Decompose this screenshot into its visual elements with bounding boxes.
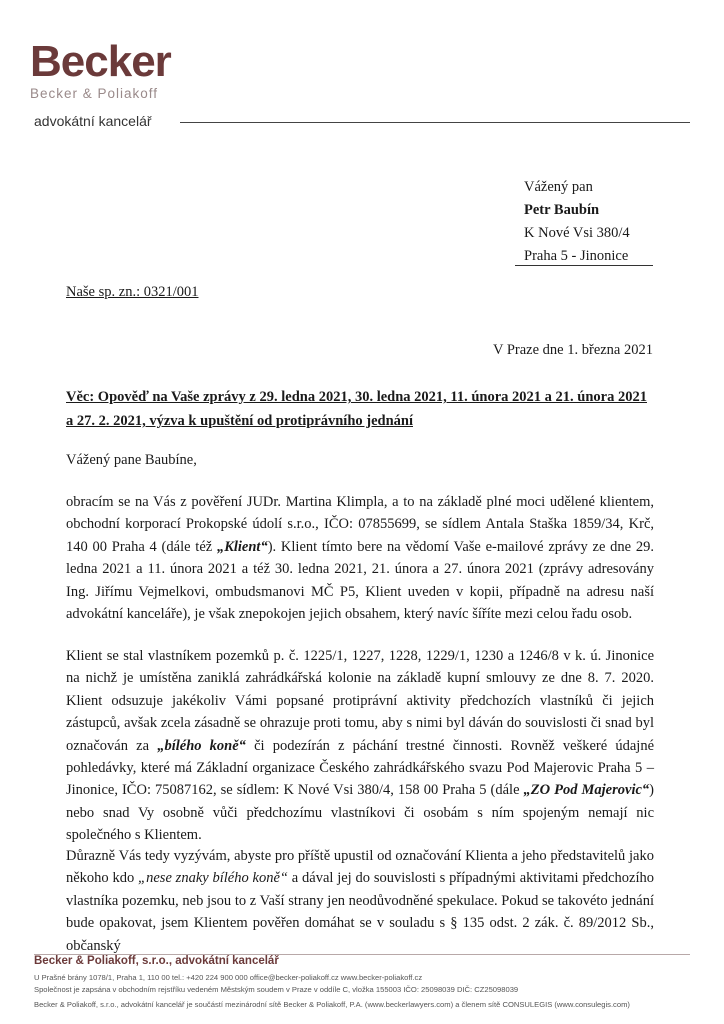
body-paragraph-1: [66, 491, 654, 625]
recipient-name: Petr Baubín: [524, 202, 600, 218]
paragraph-3-text: Důrazně Vás tedy vyzývám, abyste pro příště upustil od označování Klienta a jeho představitelů jako někoho kdo: [66, 848, 654, 887]
footer-company-name: Becker & Poliakoff, s.r.o., advokátní kancelář: [34, 955, 279, 967]
company-logo: [30, 37, 171, 101]
recipient-address: [524, 176, 630, 268]
recipient-street: K Nové Vsi 380/4: [524, 225, 630, 241]
header-divider: [180, 122, 690, 123]
footer-contact-line: U Prašné brány 1078/1, Praha 1, 110 00 tel.: +420 224 900 000 office@becker-poliakoff.cz www.becker-poliakoff.cz: [34, 973, 423, 982]
firm-type-label: advokátní kancelář: [34, 113, 152, 129]
logo-wordmark: Becker: [30, 37, 171, 86]
letter-greeting: Vážený pane Baubíne,: [66, 452, 197, 468]
body-paragraph-2: [66, 645, 654, 847]
paragraph-2-defined-term: „ZO Pod Majerovic“: [523, 782, 650, 799]
paragraph-1-text: obracím se na Vás z pověření JUDr. Martina Klimpla, a to na základě plné moci udělené klientem, obchodní korporací Prokopské údolí s.r.o., IČO: 07855699, se sídlem Antala Staška 1859/34, Krč, 140 00 Praha 4 (dále též: [66, 494, 654, 555]
letter-date: V Praze dne 1. března 2021: [493, 342, 653, 358]
recipient-salutation: Vážený pan: [524, 179, 593, 195]
letter-subject: Věc: Opověď na Vaše zprávy z 29. ledna 2021, 30. ledna 2021, 11. února 2021 a 21. února 2021 a 27. 2. 2021, výzva k upuštění od protiprávního jednání: [66, 389, 647, 429]
paragraph-3-text-cont: a dával jej do souvislosti s případnými aktivitami předchozího vlastníka pozemku, neb jsou to z Vaší strany jen neodůvodněné spekulace. Pokud se takovéto jednání bude opakovat, jsem Klientem pověřen domáhat se v souladu s § 135 odst. 2 zák. č. 89/2012 Sb., občanský: [66, 870, 655, 954]
address-underline: [515, 265, 653, 266]
recipient-city: Praha 5 - Jinonice: [524, 248, 629, 264]
paragraph-3-quote: „nese znaky bílého koně“: [138, 870, 288, 887]
paragraph-2-text-cont: či podezírán z páchání trestné činnosti. Rovněž veškeré údajné pohledávky, které má Základní organizace Českého zahrádkářského svazu Pod Majerovic Praha 5 – Jinonice, IČO: 75087162, se sídlem: K Nové Vsi 380/4, 158 00 Praha 5 (dále: [66, 737, 654, 799]
paragraph-2-text-end: ) nebo snad Vy osobně vůči předchozímu vlastníkovi či osobám s ním spojeným nemají nic společného s Klientem.: [66, 782, 654, 844]
body-paragraph-3: [66, 845, 654, 957]
paragraph-1-defined-term: „Klient“: [216, 538, 268, 555]
paragraph-2-text: Klient se stal vlastníkem pozemků p. č. 1225/1, 1227, 1228, 1229/1, 1230 a 1246/8 v k. ú. Jinonice na nichž je umístěna zaniklá zahrádkářská kolonie na základě kupní smlouvy ze dne 8. 7. 2020. Klient odsuzuje jakékoliv Vámi popsané protiprávní aktivity předchozích vlastníků či jejich zástupců, avšak zcela zásadně se ohrazuje proti tomu, aby s nimi byl dáván do souvislosti či snad byl označován za: [66, 648, 654, 754]
footer-network-line: Becker & Poliakoff, s.r.o., advokátní kancelář je součástí mezinárodní sítě Becker & Poliakoff, P.A. (www.beckerlawyers.com) a členem sítě CONSULEGIS (www.consulegis.com): [34, 1000, 630, 1009]
paragraph-2-emphasis: „bílého koně“: [157, 737, 246, 754]
logo-subtitle: Becker & Poliakoff: [30, 86, 159, 101]
paragraph-1-text-cont: ). Klient tímto bere na vědomí Vaše e-mailové zprávy ze dne 29. ledna 2021 a 11. února 2021 a též 30. ledna 2021, 21. února a 27. února 2021 (zprávy adresovány Ing. Jiřímu Vejmelkovi, ombudsmanovi MČ P5, Klient uveden v kopii, případně na adresu naší advokátní kanceláře), je však znepokojen jejich obsahem, který navíc šíříte mezi celou řadu osob.: [66, 538, 654, 623]
reference-number: Naše sp. zn.: 0321/001: [66, 284, 199, 300]
footer-registry-line: Společnost je zapsána v obchodním rejstříku vedeném Městským soudem v Praze v oddíle C, vložka 155003 IČO: 25098039 DIČ: CZ25098039: [34, 985, 519, 994]
